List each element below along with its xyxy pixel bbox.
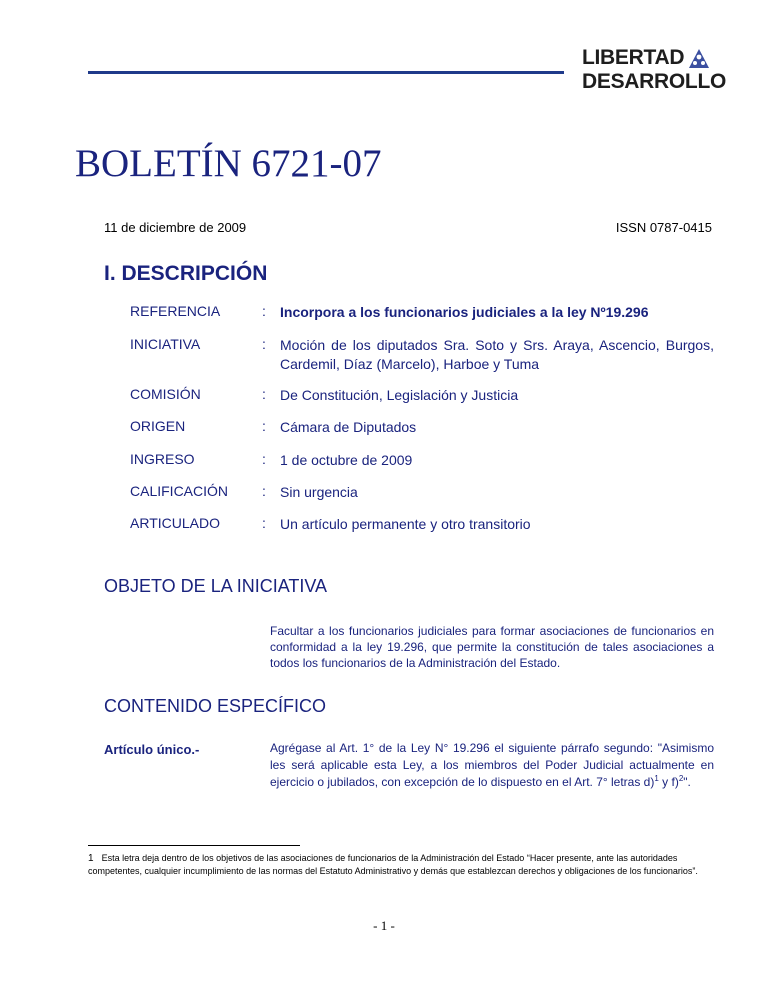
- row-value-comision: De Constitución, Legislación y Justicia: [280, 387, 519, 403]
- row-colon: :: [262, 418, 266, 434]
- row-label-origen: ORIGEN: [130, 418, 186, 434]
- footnote-rule: [88, 845, 300, 846]
- page-number: - 1 -: [373, 918, 395, 933]
- section-heading-descripcion: I. DESCRIPCIÓN: [104, 262, 268, 285]
- document-date: 11 de diciembre de 2009: [104, 220, 247, 235]
- header-rule: [88, 71, 564, 74]
- document-issn: ISSN 0787-0415: [615, 220, 712, 235]
- section-heading-contenido: CONTENIDO ESPECÍFICO: [104, 696, 327, 716]
- row-colon: :: [262, 451, 266, 467]
- row-colon: :: [262, 483, 266, 499]
- logo-line1: LIBERTAD: [582, 46, 685, 69]
- footnote-number: 1: [88, 853, 94, 864]
- article-mid: y f): [658, 775, 679, 789]
- row-value-calificacion: Sin urgencia: [280, 484, 358, 500]
- row-label-articulado: ARTICULADO: [130, 515, 220, 531]
- row-value-articulado: Un artículo permanente y otro transitorio: [280, 516, 531, 532]
- row-value-origen: Cámara de Diputados: [280, 419, 417, 435]
- objeto-paragraph: Facultar a los funcionarios judiciales para formar asociaciones de funcionarios en conformidad a la ley 19.296, que permite la constitución de tales asociaciones a todos los funcionarios de la Administración del Estado.: [270, 624, 714, 670]
- row-value-iniciativa: Moción de los diputados Sra. Soto y Srs. Araya, Ascencio, Burgos, Cardemil, Díaz (Marcelo), Harboe y Tuma: [280, 337, 714, 372]
- article-text: Agrégase al Art. 1° de la Ley N° 19.296 el siguiente párrafo segundo: "Asimismo les será aplicable esta Ley, a los miembros del Poder Judicial actualmente en ejercicio o jubilados, con excepción de lo dispuesto en el Art. 7° letras d): [270, 741, 714, 789]
- row-label-referencia: REFERENCIA: [130, 303, 221, 319]
- article-label: Artículo único.-: [104, 742, 200, 757]
- row-value-ingreso: 1 de octubre de 2009: [280, 452, 413, 468]
- row-colon: :: [262, 386, 266, 402]
- row-label-iniciativa: INICIATIVA: [130, 336, 201, 352]
- footnote-ref-1[interactable]: 1: [654, 774, 659, 783]
- logo-line2: DESARROLLO: [582, 70, 727, 93]
- section-heading-objeto: OBJETO DE LA INICIATIVA: [104, 576, 328, 596]
- footnote-ref-2[interactable]: 2: [678, 774, 684, 783]
- row-label-comision: COMISIÓN: [130, 386, 201, 402]
- footnote: [88, 852, 714, 877]
- article-paragraph: [270, 740, 714, 791]
- row-colon: :: [262, 303, 266, 319]
- footnote-text: Esta letra deja dentro de los objetivos de las asociaciones de funcionarios de la Administración del Estado “Hacer presente, ante las autoridades competentes, cualquier incumplimiento de las normas del Estatuto Administrativo y demás que establezcan derechos y obligaciones de los funcionarios”.: [88, 853, 698, 876]
- pyramid-people-icon: [688, 48, 710, 70]
- row-colon: :: [262, 336, 266, 352]
- article-end: ".: [683, 775, 691, 789]
- document-title: BOLETÍN 6721-07: [75, 142, 382, 185]
- row-label-calificacion: CALIFICACIÓN: [130, 483, 229, 499]
- libertad-desarrollo-logo: [582, 46, 727, 107]
- row-label-ingreso: INGRESO: [130, 451, 195, 467]
- row-value-referencia: Incorpora a los funcionarios judiciales a la ley Nº19.296: [280, 304, 649, 320]
- row-colon: :: [262, 515, 266, 531]
